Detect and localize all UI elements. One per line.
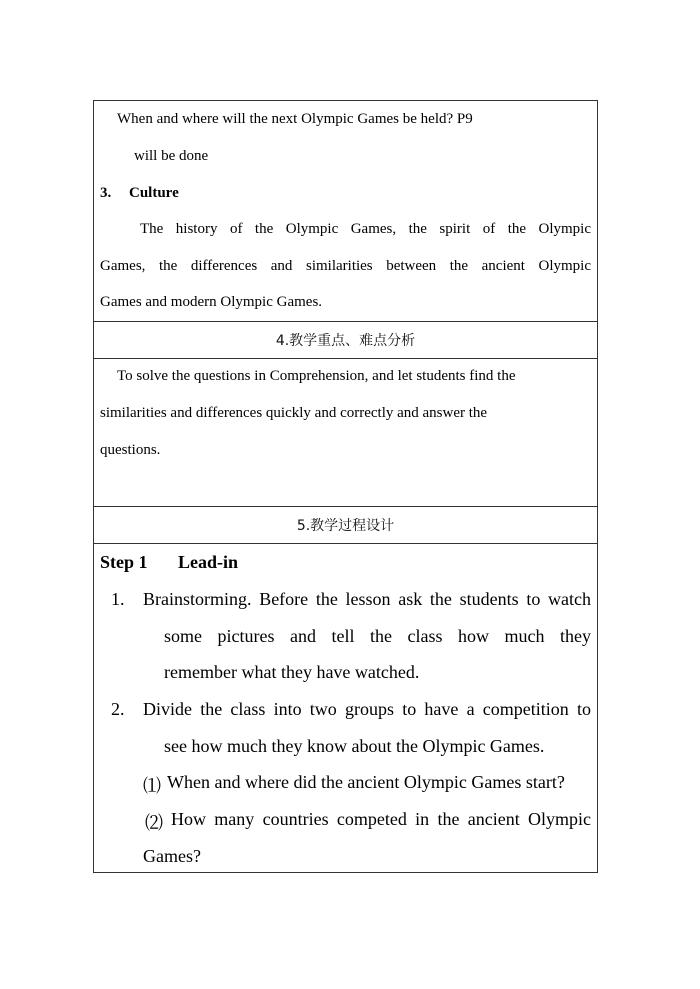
lesson-plan-table	[93, 100, 598, 873]
key-points-line-2: similarities and differences quickly and correctly and answer the	[100, 405, 488, 421]
culture-paragraph-line-1: The history of the Olympic Games, the spirit of the Olympic	[140, 221, 591, 237]
row-divider	[94, 321, 597, 322]
question-1-number: ⑴	[143, 776, 161, 796]
key-points-line-3: questions.	[100, 442, 161, 458]
item-2-line-1: Divide the class into two groups to have a competition to	[143, 699, 591, 719]
item-1-line-1: Brainstorming. Before the lesson ask the students to watch	[143, 589, 591, 609]
key-points-line-1: To solve the questions in Comprehension, and let students find the	[117, 368, 516, 384]
next-olympics-line: When and where will the next Olympic Games be held? P9	[117, 111, 473, 127]
question-2-continuation: Games?	[143, 846, 201, 866]
row-divider	[94, 358, 597, 359]
question-1-text: When and where did the ancient Olympic Games start?	[167, 772, 565, 792]
culture-paragraph-line-2: Games, the differences and similarities between the ancient Olympic	[100, 258, 591, 274]
step-label: Step 1	[100, 552, 148, 572]
row-divider	[94, 543, 597, 544]
question-2-number: ⑵	[145, 813, 163, 833]
question-2-text: How many countries competed in the ancient Olympic	[171, 809, 591, 829]
item-2-line-2: see how much they know about the Olympic Games.	[164, 736, 545, 756]
item-1-line-2: some pictures and tell the class how much they	[164, 626, 591, 646]
step-title: Lead-in	[178, 552, 239, 572]
row-divider	[94, 506, 597, 507]
item-1-number: 1.	[111, 589, 125, 609]
culture-heading: Culture	[129, 185, 179, 201]
culture-heading-number: 3.	[100, 185, 112, 201]
item-1-line-3: remember what they have watched.	[164, 662, 420, 682]
culture-paragraph-line-3: Games and modern Olympic Games.	[100, 294, 323, 310]
item-2-number: 2.	[111, 699, 125, 719]
will-be-done-line: will be done	[134, 148, 209, 164]
process-header: 5.教学过程设计	[296, 518, 395, 534]
key-points-header: 4.教学重点、难点分析	[275, 333, 416, 349]
